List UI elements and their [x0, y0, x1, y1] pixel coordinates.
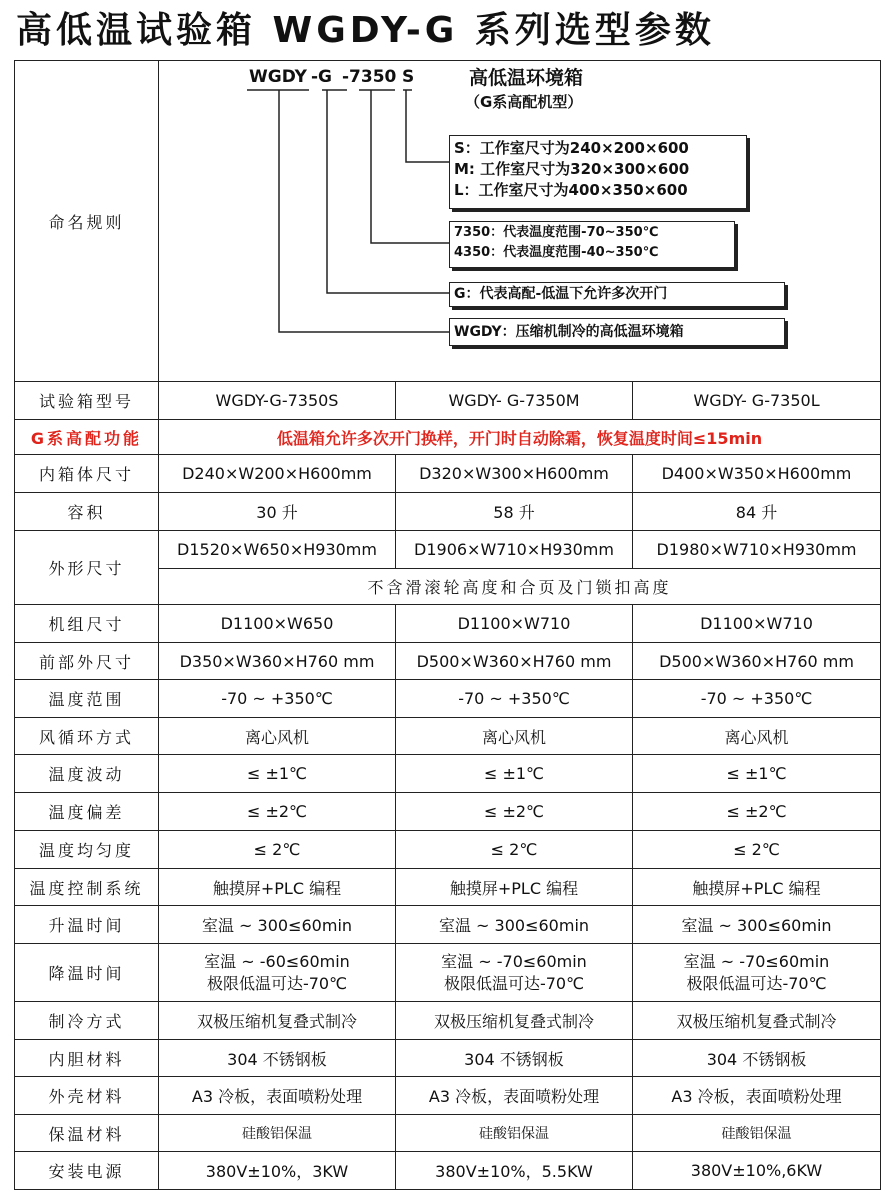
row-label: 外形尺寸 — [15, 531, 159, 605]
table-row — [15, 831, 881, 869]
size-line-m: M: 工作室尺寸为320×300×600 — [454, 160, 690, 178]
cell: 双极压缩机复叠式制冷 — [159, 1002, 396, 1040]
naming-subheading: （G系高配机型） — [465, 93, 583, 111]
row-label: 内箱体尺寸 — [15, 455, 159, 493]
cell: 室温 ~ 300≤60min — [159, 906, 396, 944]
cell: ≤ ±1℃ — [159, 755, 396, 793]
cell: 30 升 — [159, 493, 396, 531]
cell: 室温 ~ 300≤60min — [396, 906, 633, 944]
row-label: 安装电源 — [15, 1152, 159, 1190]
cell: 双极压缩机复叠式制冷 — [396, 1002, 633, 1040]
size-line-l: L：工作室尺寸为400×350×600 — [454, 181, 688, 199]
row-label: G系高配功能 — [15, 420, 159, 455]
naming-label: 命名规则 — [15, 61, 159, 382]
temp-line-7350: 7350：代表温度范围-70~350℃ — [454, 225, 659, 240]
cell: 380V±10%，5.5KW — [396, 1152, 633, 1190]
size-box — [449, 135, 747, 209]
cell: 304 不锈钢板 — [633, 1040, 881, 1077]
row-label: 容积 — [15, 493, 159, 531]
cell — [396, 944, 633, 1002]
code-part-g: -G — [311, 67, 333, 87]
cell: A3 冷板，表面喷粉处理 — [633, 1077, 881, 1115]
outer-note: 不含滑滚轮高度和合页及门锁扣高度 — [159, 569, 881, 605]
naming-heading: 高低温环境箱 — [469, 67, 584, 89]
table-row — [15, 605, 881, 643]
temp-line-4350: 4350：代表温度范围-40~350℃ — [454, 245, 659, 260]
row-label: 升温时间 — [15, 906, 159, 944]
g-box: G：代表高配-低温下允许多次开门 — [449, 282, 785, 307]
cell — [633, 944, 881, 1002]
cell: D400×W350×H600mm — [633, 455, 881, 493]
row-label: 制冷方式 — [15, 1002, 159, 1040]
cell: 380V±10%,6KW — [633, 1152, 881, 1190]
cell: 380V±10%，3KW — [159, 1152, 396, 1190]
page-title: 高低温试验箱 WGDY-G 系列选型参数 — [16, 10, 715, 51]
row-label: 试验箱型号 — [15, 382, 159, 420]
cool-line-2: 极限低温可达-70℃ — [443, 973, 585, 993]
cell: D320×W300×H600mm — [396, 455, 633, 493]
row-label: 温度范围 — [15, 680, 159, 718]
table-row — [15, 1115, 881, 1152]
code-part-size: S — [402, 67, 415, 87]
cell: 硅酸铝保温 — [633, 1115, 881, 1152]
cell: 双极压缩机复叠式制冷 — [633, 1002, 881, 1040]
cell: D500×W360×H760 mm — [396, 643, 633, 680]
cell: ≤ 2℃ — [396, 831, 633, 869]
cell: ≤ 2℃ — [159, 831, 396, 869]
cell: D1100×W650 — [159, 605, 396, 643]
cell: D1100×W710 — [396, 605, 633, 643]
spec-table — [14, 60, 881, 1190]
cell: -70 ~ +350℃ — [396, 680, 633, 718]
table-row — [15, 1152, 881, 1190]
cell: WGDY-G-7350S — [159, 382, 396, 420]
cell: ≤ ±1℃ — [633, 755, 881, 793]
cell: ≤ ±1℃ — [396, 755, 633, 793]
cell: D1100×W710 — [633, 605, 881, 643]
row-label: 外壳材料 — [15, 1077, 159, 1115]
cell: 离心风机 — [396, 718, 633, 755]
cool-line-2: 极限低温可达-70℃ — [206, 973, 348, 993]
cell — [159, 944, 396, 1002]
cell: ≤ ±2℃ — [396, 793, 633, 831]
table-row — [15, 793, 881, 831]
table-row — [15, 382, 881, 420]
cell: 硅酸铝保温 — [159, 1115, 396, 1152]
cool-line-1: 室温 ~ -60≤60min — [204, 951, 350, 971]
row-label: 前部外尺寸 — [15, 643, 159, 680]
table-row — [15, 455, 881, 493]
cell: ≤ 2℃ — [633, 831, 881, 869]
row-label: 温度波动 — [15, 755, 159, 793]
cool-line-1: 室温 ~ -70≤60min — [441, 951, 587, 971]
cell: WGDY- G-7350L — [633, 382, 881, 420]
cell: ≤ ±2℃ — [159, 793, 396, 831]
cell: 触摸屏+PLC 编程 — [159, 869, 396, 906]
table-row — [15, 869, 881, 906]
cell: D1520×W650×H930mm — [159, 531, 396, 569]
row-label: 机组尺寸 — [15, 605, 159, 643]
table-row — [15, 680, 881, 718]
cell: A3 冷板，表面喷粉处理 — [159, 1077, 396, 1115]
cell: A3 冷板，表面喷粉处理 — [396, 1077, 633, 1115]
table-row — [15, 906, 881, 944]
cell: 触摸屏+PLC 编程 — [633, 869, 881, 906]
cell: D500×W360×H760 mm — [633, 643, 881, 680]
cell: D350×W360×H760 mm — [159, 643, 396, 680]
cell: 离心风机 — [633, 718, 881, 755]
cell: 304 不锈钢板 — [159, 1040, 396, 1077]
g-feature-text: 低温箱允许多次开门换样，开门时自动除霜，恢复温度时间≤15min — [159, 420, 881, 455]
cell: 58 升 — [396, 493, 633, 531]
table-row — [15, 755, 881, 793]
size-line-s: S：工作室尺寸为240×200×600 — [454, 139, 689, 157]
table-row — [15, 531, 881, 569]
cell: ≤ ±2℃ — [633, 793, 881, 831]
table-row — [15, 493, 881, 531]
table-row — [15, 1040, 881, 1077]
row-label: 保温材料 — [15, 1115, 159, 1152]
temp-box — [449, 221, 735, 268]
table-row — [15, 718, 881, 755]
cell: -70 ~ +350℃ — [159, 680, 396, 718]
row-label: 温度偏差 — [15, 793, 159, 831]
row-label: 风循环方式 — [15, 718, 159, 755]
cell: 室温 ~ 300≤60min — [633, 906, 881, 944]
row-label: 温度均匀度 — [15, 831, 159, 869]
row-label: 温度控制系统 — [15, 869, 159, 906]
naming-diagram — [159, 61, 880, 381]
cell: WGDY- G-7350M — [396, 382, 633, 420]
code-part-temp: -7350 — [342, 67, 397, 87]
table-row — [15, 643, 881, 680]
cell: 硅酸铝保温 — [396, 1115, 633, 1152]
table-row — [15, 1077, 881, 1115]
wgdy-box: WGDY：压缩机制冷的高低温环境箱 — [449, 318, 785, 346]
cell: 触摸屏+PLC 编程 — [396, 869, 633, 906]
cell: 离心风机 — [159, 718, 396, 755]
cell: D1980×W710×H930mm — [633, 531, 881, 569]
cell: D1906×W710×H930mm — [396, 531, 633, 569]
cool-line-1: 室温 ~ -70≤60min — [683, 951, 830, 971]
row-label: 降温时间 — [15, 944, 159, 1002]
table-row — [15, 420, 881, 455]
table-row — [15, 1002, 881, 1040]
code-part-wgdy: WGDY — [249, 67, 307, 87]
cell: 304 不锈钢板 — [396, 1040, 633, 1077]
cool-line-2: 极限低温可达-70℃ — [686, 973, 827, 993]
row-label: 内胆材料 — [15, 1040, 159, 1077]
cell: -70 ~ +350℃ — [633, 680, 881, 718]
cell: D240×W200×H600mm — [159, 455, 396, 493]
cell: 84 升 — [633, 493, 881, 531]
naming-row — [15, 61, 881, 382]
table-row — [15, 944, 881, 1002]
